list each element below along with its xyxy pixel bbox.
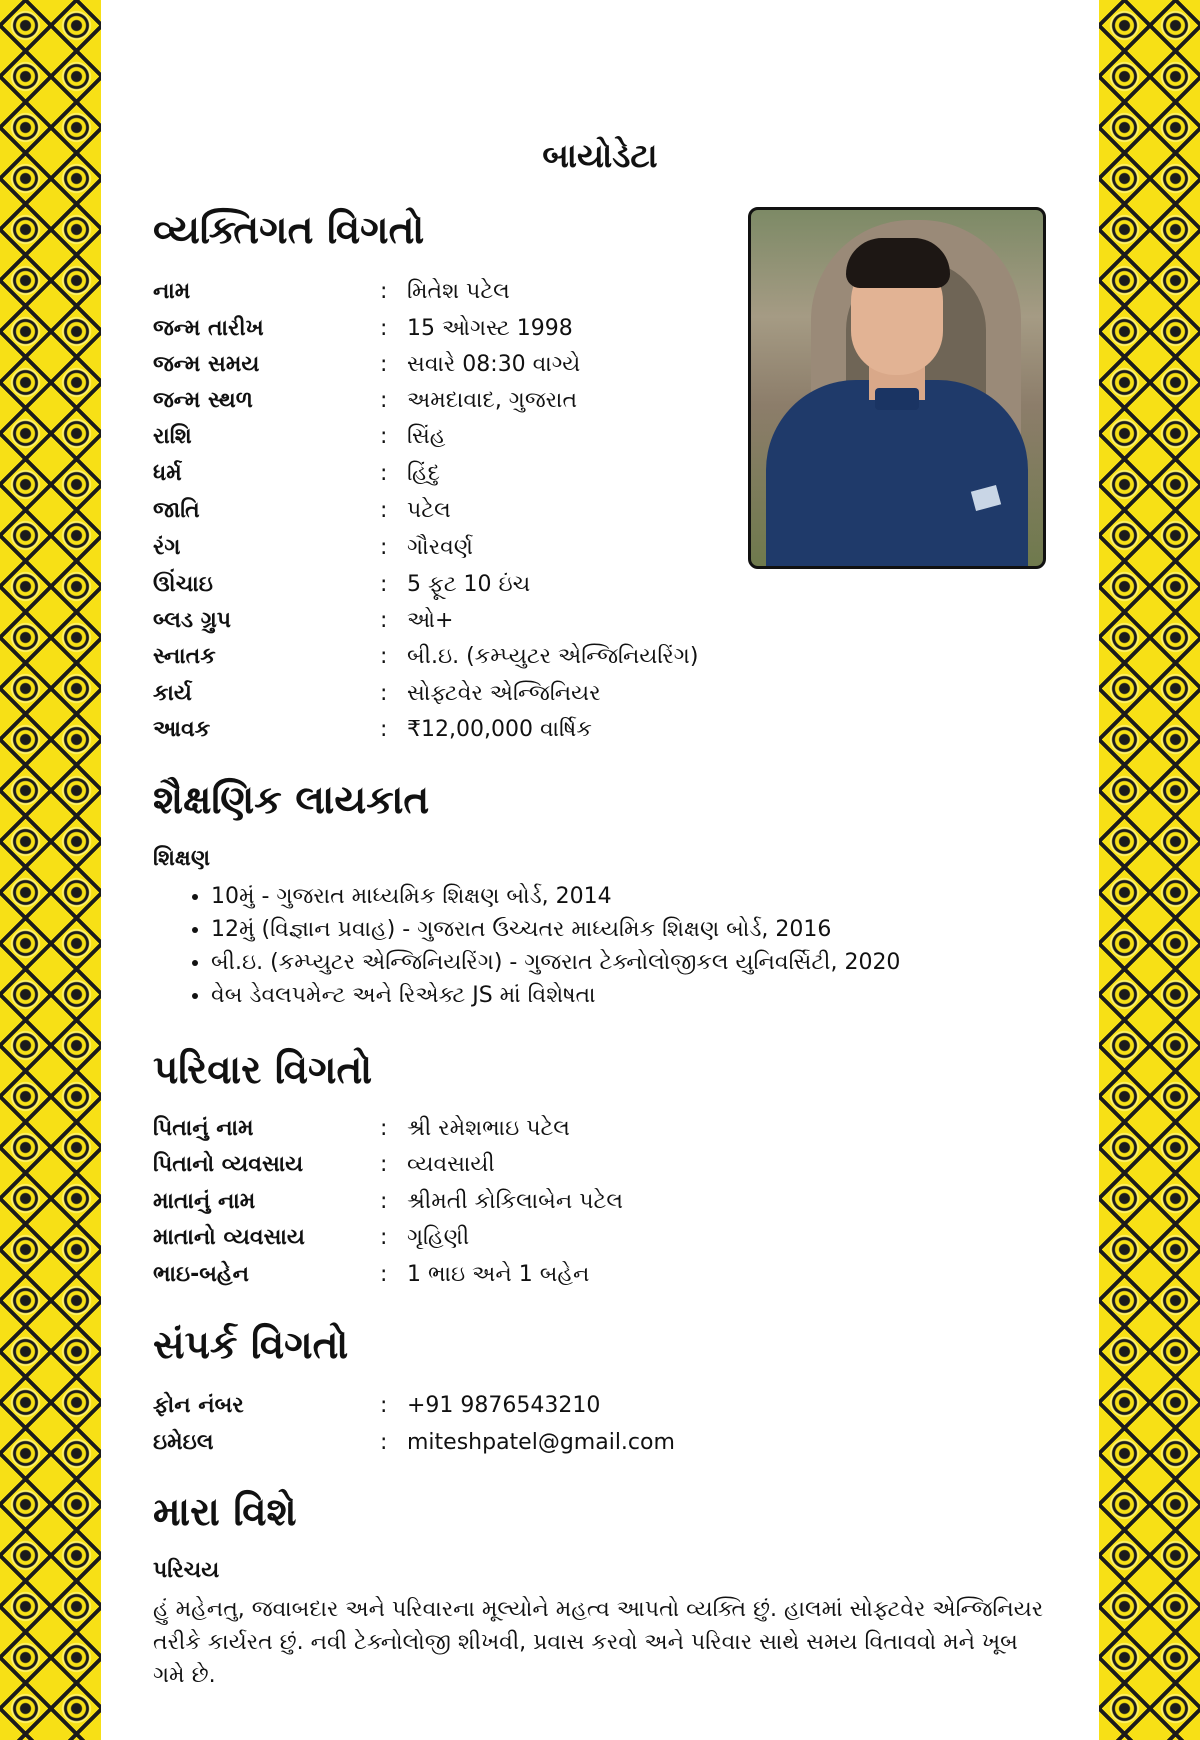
decorative-border-left bbox=[0, 0, 101, 1740]
education-subheading: શિક્ષણ bbox=[153, 846, 211, 871]
family-heading: પરિવાર વિગતો bbox=[153, 1048, 373, 1093]
biodata-page: બાયોડેટા વ્યક્તિગત વિગતો નામ : મિતેશ પટેલ જન્મ તારીખ : 15 ઓગસ્ટ 1998 જન્મ સમય : સવારે 08:30 વાગ્યે જન્મ સ્થળ : અમદાવાદ, ગુજરાત રાશિ : સિંહ ધર્મ : હિંદુ જાતિ : પટેલ રંગ : ગૌરવર્ણ ઊંચાઇ : 5 ફૂટ 10 ઇંચ બ્લડ ગ્રુપ : ઓ+ સ્નાતક : બી.ઇ. (કમ્પ્યુટર એન્જિનિયરિંગ) કાર્ય : સોફ્ટવેર એન્જિનિયર આવક : ₹12,00,000 વાર્ષિક શૈક્ષણિક લાયકાત શિક્ષણ • 10મું - ગુજરાત માધ્યમિક શિક્ષણ બોર્ડ, 2014 • 12મું (વિજ્ઞાન પ્રવાહ) - ગુજરાત ઉચ્ચતર માધ્યમિક શિક્ષણ બોર્ડ, 2016 • બી.ઇ. (કમ્પ્યુટર એન્જિનિયરિંગ) - ગુજરાત ટેક્નોલોજીકલ યુનિવર્સિટી, 2020 • વેબ ડેવલપમેન્ટ અને રિએક્ટ JS માં વિશેષતા પરિવાર વિગતો પિતાનું નામ : શ્રી રમેશભાઇ પટેલ પિતાનો વ્યવસાય : વ્યવસાયી માતાનું નામ : શ્રીમતી કોકિલાબેન પટેલ માતાનો વ્યવસાય : ગૃહિણી ભાઇ-બહેન : 1 ભાઇ અને 1 બહેન સંપર્ક વિગતો ફોન નંબર : +91 9876543210 ઇમેઇલ : miteshpatel@gmail.com મારા વિશે પરિચય હું મહેનતુ, જવાબદાર અને પરિવારના મૂલ્યોને મહત્વ આપતો વ્યક્તિ છું. હાલમાં સોફ્ટવેર એન્જિનિયર તરીકે કાર્યરત છું. નવી ટેક્નોલોજી શીખવી, પ્રવાસ કરવો અને પરિવાર સાથે સમય વિતાવવો મને ખૂબ ગમે છે. bbox=[101, 0, 1099, 1740]
list-item: • 12મું (વિજ્ઞાન પ્રવાહ) - ગુજરાત ઉચ્ચતર માધ્યમિક શિક્ષણ બોર્ડ, 2016 bbox=[211, 913, 900, 946]
list-item: • બી.ઇ. (કમ્પ્યુટર એન્જિનિયરિંગ) - ગુજરાત ટેક્નોલોજીકલ યુનિવર્સિટી, 2020 bbox=[211, 946, 900, 979]
decorative-border-right bbox=[1099, 0, 1200, 1740]
about-paragraph: હું મહેનતુ, જવાબદાર અને પરિવારના મૂલ્યોને મહત્વ આપતો વ્યક્તિ છું. હાલમાં સોફ્ટવેર એન્જિનિયર તરીકે કાર્યરત છું. નવી ટેક્નોલોજી શીખવી, પ્રવાસ કરવો અને પરિવાર સાથે સમય વિતાવવો મને ખૂબ ગમે છે. bbox=[153, 1597, 1044, 1688]
profile-photo bbox=[748, 207, 1046, 569]
education-list bbox=[153, 880, 900, 1012]
list-item: • વેબ ડેવલપમેન્ટ અને રિએક્ટ JS માં વિશેષતા bbox=[211, 979, 900, 1012]
about-subheading: પરિચય bbox=[153, 1558, 220, 1583]
about-heading: મારા વિશે bbox=[153, 1490, 297, 1535]
education-heading: શૈક્ષણિક લાયકાત bbox=[153, 778, 430, 823]
contact-heading: સંપર્ક વિગતો bbox=[153, 1323, 349, 1368]
page-title: બાયોડેટા bbox=[542, 136, 658, 175]
personal-details-heading: વ્યક્તિગત વિગતો bbox=[153, 208, 425, 253]
list-item: • 10મું - ગુજરાત માધ્યમિક શિક્ષણ બોર્ડ, 2014 bbox=[211, 880, 900, 913]
